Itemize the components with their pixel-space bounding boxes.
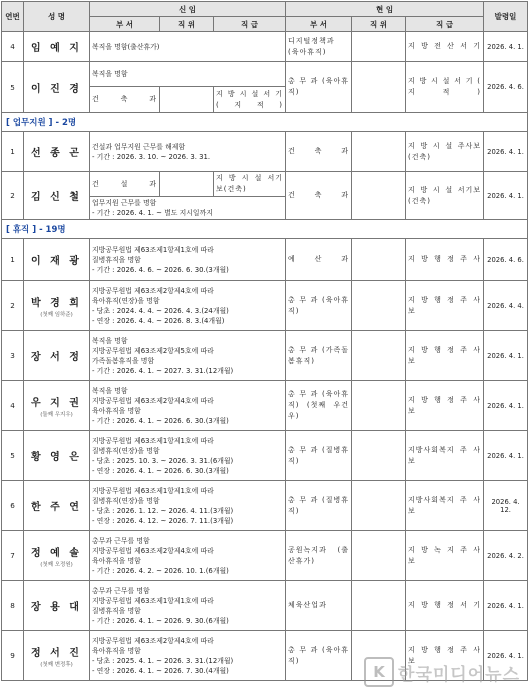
col-header-cur-pos: 직 위 — [352, 17, 406, 32]
desc-line: 질병휴직(연장)을 명함 — [92, 446, 160, 455]
person-name-text: 한 주 연 — [31, 502, 82, 513]
appointment-date: 2026. 4. 2. — [484, 531, 528, 581]
desc-line: - 기간 : 2026. 4. 2. ~ 2026. 10. 1.(6개월) — [92, 566, 229, 575]
col-header-cur-grade: 직 급 — [406, 17, 484, 32]
table-row — [2, 531, 528, 581]
current-pos — [352, 32, 406, 62]
desc-line: - 기간 : 2026. 3. 10. ~ 2026. 3. 31. — [92, 152, 211, 161]
current-dept: 체육산업과 — [286, 581, 352, 631]
desc-line: 복직을 명함 — [92, 336, 128, 345]
current-pos — [352, 62, 406, 113]
leave-rows — [2, 239, 528, 681]
appointment-date: 2026. 4. 1. — [484, 381, 528, 431]
desc-line: 지방공무원법 제63조제2항제4호에 따라 — [92, 636, 214, 645]
current-grade: 지방사회복지 주 사 보 — [406, 481, 484, 531]
desc-line: 육아휴직을 명함 — [92, 556, 141, 565]
row-no: 1 — [2, 132, 24, 172]
section-support-header — [2, 113, 528, 132]
current-pos — [352, 239, 406, 281]
current-pos — [352, 581, 406, 631]
current-grade: 지방사회복지 주 사 보 — [406, 431, 484, 481]
current-dept: 총 무 과 (육아휴직) (첫째 우건우) — [286, 381, 352, 431]
current-dept: 총 무 과 (육아휴직) — [286, 631, 352, 681]
row-no: 4 — [2, 32, 24, 62]
current-pos — [352, 531, 406, 581]
person-name — [24, 431, 90, 481]
col-header-new-grade: 직 급 — [214, 17, 286, 32]
table-row — [2, 331, 528, 381]
current-grade: 지 방 행 정 주 사 보 — [406, 331, 484, 381]
table-row — [2, 381, 528, 431]
desc-line: - 당초 : 2026. 1. 12. ~ 2026. 4. 11.(3개월) — [92, 506, 234, 515]
person-name-text: 황 영 은 — [31, 452, 82, 463]
desc-line: 육아휴직을 명함 — [92, 646, 141, 655]
desc-line: 총무과 근무를 명함 — [92, 536, 150, 545]
col-header-cur-dept: 부 서 — [286, 17, 352, 32]
section-title: [ 업무지원 ] - 2명 — [2, 113, 528, 132]
new-pos — [160, 87, 214, 113]
current-grade: 지 방 시 설 서기보(건축) — [406, 172, 484, 220]
table-row — [2, 132, 528, 172]
person-name: 이 진 경 — [24, 62, 90, 113]
current-dept: 예 산 과 — [286, 239, 352, 281]
new-appointment-desc: 복직을 명함 — [90, 62, 286, 87]
new-appointment-desc — [90, 381, 286, 431]
desc-line: - 연장 : 2026. 4. 1. ~ 2026. 6. 30.(3개월) — [92, 466, 229, 475]
person-name — [24, 581, 90, 631]
table-row — [2, 281, 528, 331]
appointment-table — [1, 1, 528, 681]
desc-line: 총무과 근무를 명함 — [92, 586, 150, 595]
person-name — [24, 481, 90, 531]
desc-line: 질병휴직(연장)을 명함 — [92, 496, 160, 505]
appointment-date: 2026. 4. 6. — [484, 239, 528, 281]
new-appointment-desc — [90, 281, 286, 331]
desc-line: 질병휴직을 명함 — [92, 255, 141, 264]
person-name-text: 장 용 대 — [31, 602, 82, 613]
appointment-date: 2026. 4. 1. — [484, 331, 528, 381]
row-no: 7 — [2, 531, 24, 581]
new-appointment-desc — [90, 531, 286, 581]
person-name — [24, 381, 90, 431]
col-header-new: 신 임 — [90, 2, 286, 17]
desc-line: - 연장 : 2026. 4. 12. ~ 2026. 7. 11.(3개월) — [92, 516, 234, 525]
desc-line: 지방공무원법 제63조제2항제4호에 따라 — [92, 396, 214, 405]
desc-line: - 당초 : 2024. 4. 4. ~ 2026. 4. 3.(24개월) — [92, 306, 229, 315]
desc-line: 지방공무원법 제63조제2항제5호에 따라 — [92, 346, 214, 355]
person-name — [24, 631, 90, 681]
current-grade: 지 방 시 설 주사보(건축) — [406, 132, 484, 172]
person-name — [24, 531, 90, 581]
new-appointment-desc — [90, 331, 286, 381]
person-name-text: 이 재 광 — [31, 256, 82, 267]
person-name-text: 박 경 희 — [31, 297, 82, 309]
desc-line: - 기간 : 2026. 4. 1. ~ 2027. 3. 31.(12개월) — [92, 366, 234, 375]
appointment-date: 2026. 4. 1. — [484, 172, 528, 220]
row-no: 5 — [2, 62, 24, 113]
current-dept: 총 무 과 (질병휴직) — [286, 431, 352, 481]
current-dept: 건 축 과 — [286, 172, 352, 220]
current-grade: 지 방 녹 지 주 사 보 — [406, 531, 484, 581]
person-name: 임 예 지 — [24, 32, 90, 62]
desc-line: - 연장 : 2026. 4. 4. ~ 2026. 8. 3.(4개월) — [92, 316, 225, 325]
appointment-date: 2026. 4. 1. — [484, 631, 528, 681]
col-header-no: 연번 — [2, 2, 24, 32]
person-name: 선 종 곤 — [24, 132, 90, 172]
child-name-note: (둘째 우지우) — [40, 411, 73, 418]
desc-line: - 연장 : 2026. 4. 1. ~ 2026. 7. 30.(4개월) — [92, 666, 229, 675]
row-no: 3 — [2, 331, 24, 381]
desc-line: 지방공무원법 제63조제2항제4호에 따라 — [92, 546, 214, 555]
table-row — [2, 431, 528, 481]
new-appointment-desc — [90, 132, 286, 172]
desc-line: - 기간 : 2026. 4. 6. ~ 2026. 6. 30.(3개월) — [92, 265, 229, 274]
current-pos — [352, 631, 406, 681]
row-no: 8 — [2, 581, 24, 631]
col-header-date: 발령일 — [484, 2, 528, 32]
person-name — [24, 239, 90, 281]
desc-line: 육아휴직을 명함 — [92, 406, 141, 415]
person-name — [24, 281, 90, 331]
new-dept: 건 설 과 — [90, 172, 160, 197]
row-no: 2 — [2, 172, 24, 220]
row-no: 2 — [2, 281, 24, 331]
table-row — [2, 62, 528, 87]
current-pos — [352, 281, 406, 331]
col-header-new-dept: 부 서 — [90, 17, 160, 32]
desc-line: 지방공무원법 제63조제1항제1호에 따라 — [92, 245, 214, 254]
desc-line: 복직을 명함 — [92, 386, 128, 395]
desc-line: - 기간 : 2026. 4. 1. ~ 별도 지시일까지 — [92, 209, 213, 217]
appointment-date: 2026. 4. 6. — [484, 62, 528, 113]
watermark-logo-icon: K — [364, 657, 394, 687]
current-pos — [352, 481, 406, 531]
section-leave-header — [2, 220, 528, 239]
row-no: 5 — [2, 431, 24, 481]
current-pos — [352, 132, 406, 172]
current-dept: 총 무 과 (가족돌봄휴직) — [286, 331, 352, 381]
table-row — [2, 581, 528, 631]
new-appointment-desc — [90, 481, 286, 531]
current-dept: 디지털정책과 (육아휴직) — [286, 32, 352, 62]
new-appointment-desc — [90, 581, 286, 631]
current-grade: 지 방 행 정 주 사 보 — [406, 631, 484, 681]
table-row — [2, 481, 528, 531]
row-no: 4 — [2, 381, 24, 431]
current-grade: 지 방 행 정 주 사 보 — [406, 381, 484, 431]
current-pos — [352, 381, 406, 431]
row-no: 9 — [2, 631, 24, 681]
new-grade: 지 방 시 설 서 기 ( 지 적 ) — [214, 87, 286, 113]
desc-line: 질병휴직을 명함 — [92, 606, 141, 615]
new-appointment-desc — [90, 431, 286, 481]
desc-line: - 기간 : 2026. 4. 1. ~ 2026. 9. 30.(6개월) — [92, 616, 229, 625]
child-name-note: (첫째 임하준) — [40, 311, 73, 318]
current-dept: 총 무 과 (육아휴직) — [286, 281, 352, 331]
current-pos — [352, 331, 406, 381]
current-dept: 총 무 과 (질병휴직) — [286, 481, 352, 531]
desc-line: 가족돌봄휴직을 명함 — [92, 356, 155, 365]
new-appointment-desc — [90, 631, 286, 681]
current-dept: 총 무 과 (육아휴직) — [286, 62, 352, 113]
child-name-note: (첫째 변정후) — [40, 661, 73, 668]
desc-line: 육아휴직(연장)을 명함 — [92, 296, 160, 305]
new-appointment-desc — [90, 239, 286, 281]
desc-line: - 당초 : 2025. 10. 3. ~ 2026. 3. 31.(6개월) — [92, 456, 234, 465]
new-appointment-desc — [90, 197, 286, 220]
new-grade: 지 방 시 설 서기보(건축) — [214, 172, 286, 197]
person-name: 김 신 철 — [24, 172, 90, 220]
desc-line: 지방공무원법 제63조제1항제1호에 따라 — [92, 596, 214, 605]
appointment-date: 2026. 4. 1. — [484, 581, 528, 631]
col-header-new-pos: 직 위 — [160, 17, 214, 32]
desc-line: 지방공무원법 제63조제1항제1호에 따라 — [92, 436, 214, 445]
col-header-current: 현 임 — [286, 2, 484, 17]
appointment-date: 2026. 4. 1. — [484, 32, 528, 62]
appointment-date: 2026. 4. 4. — [484, 281, 528, 331]
person-name-text: 정 예 솔 — [31, 547, 82, 559]
current-dept: 공원녹지과 (출산휴가) — [286, 531, 352, 581]
current-pos — [352, 172, 406, 220]
desc-line: 지방공무원법 제63조제2항제4호에 따라 — [92, 286, 214, 295]
desc-line: 건설과 업무지원 근무를 해제함 — [92, 142, 186, 151]
row-no: 6 — [2, 481, 24, 531]
appointment-date: 2026. 4. 1. — [484, 132, 528, 172]
current-grade: 지 방 행 정 주 사 — [406, 239, 484, 281]
desc-line: 지방공무원법 제63조제1항제1호에 따라 — [92, 486, 214, 495]
person-name-text: 우 지 권 — [31, 397, 82, 409]
child-name-note: (첫째 오정원) — [40, 561, 73, 568]
person-name-text: 정 서 진 — [31, 647, 82, 659]
table-row — [2, 631, 528, 681]
table-row — [2, 32, 528, 62]
desc-line: - 기간 : 2026. 4. 1. ~ 2026. 6. 30.(3개월) — [92, 416, 229, 425]
watermark-text: 한국미디어뉴스 — [398, 664, 520, 685]
col-header-name: 성 명 — [24, 2, 90, 32]
current-grade: 지 방 전 산 서 기 — [406, 32, 484, 62]
current-grade: 지 방 시 설 서 기 ( 지 적 ) — [406, 62, 484, 113]
table-row — [2, 239, 528, 281]
appointment-date: 2026. 4. 12. — [484, 481, 528, 531]
section-title: [ 휴직 ] - 19명 — [2, 220, 528, 239]
person-name-text: 장 서 정 — [31, 352, 82, 363]
new-pos — [160, 172, 214, 197]
current-pos — [352, 431, 406, 481]
desc-line: 업무지원 근무를 명함 — [92, 199, 157, 207]
desc-line: - 당초 : 2025. 4. 1. ~ 2026. 3. 31.(12개월) — [92, 656, 234, 665]
current-grade: 지 방 행 정 서 기 — [406, 581, 484, 631]
current-grade: 지 방 행 정 주 사 보 — [406, 281, 484, 331]
person-name — [24, 331, 90, 381]
row-no: 1 — [2, 239, 24, 281]
new-appointment-desc: 복직을 명함(출산휴가) — [90, 32, 286, 62]
appointment-date: 2026. 4. 1. — [484, 431, 528, 481]
table-row — [2, 172, 528, 197]
new-dept: 건 축 과 — [90, 87, 160, 113]
current-dept: 건 축 과 — [286, 132, 352, 172]
